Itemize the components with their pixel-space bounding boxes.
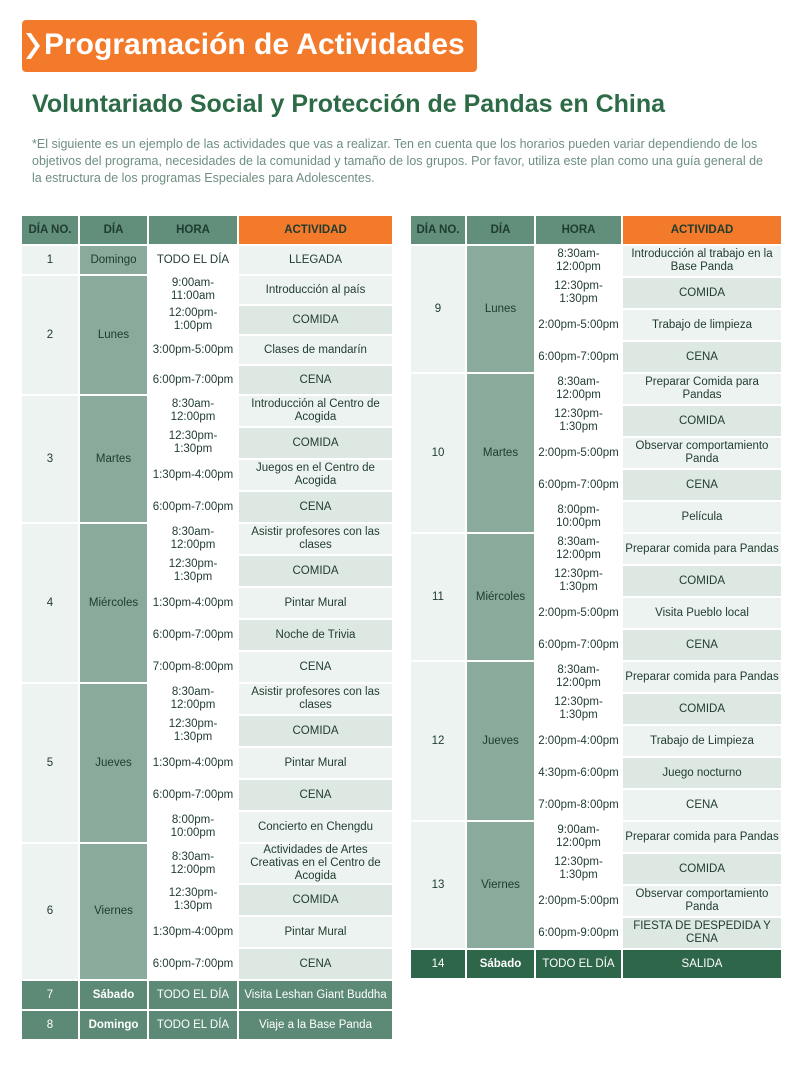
day-number: 8: [22, 1011, 78, 1039]
activity-cell: CENA: [239, 652, 392, 682]
time-cell: 2:00pm-5:00pm: [536, 310, 621, 340]
time-cell: 6:00pm-7:00pm: [149, 620, 237, 650]
day-name: Martes: [467, 374, 534, 532]
day-name: Domingo: [80, 246, 147, 274]
day-name: Jueves: [80, 684, 147, 842]
time-cell: 6:00pm-7:00pm: [536, 630, 621, 660]
header-day-no: DÍA NO.: [411, 216, 465, 244]
time-cell: 8:30am-12:00pm: [149, 396, 237, 426]
day-name: Miércoles: [467, 534, 534, 660]
table-row: [411, 822, 781, 852]
activity-cell: Observar comportamiento Panda: [623, 438, 781, 468]
day-name: Domingo: [80, 1011, 147, 1039]
activity-cell: SALIDA: [623, 950, 781, 978]
program-subtitle: Voluntariado Social y Protección de Pandas en China: [32, 90, 666, 118]
page-title: Programación de Actividades: [44, 28, 465, 61]
header-day: DÍA: [467, 216, 534, 244]
activity-cell: Preparar comida para Pandas: [623, 662, 781, 692]
time-cell: 12:30pm-1:30pm: [536, 854, 621, 884]
time-cell: 1:30pm-4:00pm: [149, 917, 237, 947]
time-cell: TODO EL DÍA: [536, 950, 621, 978]
activity-cell: Juego nocturno: [623, 758, 781, 788]
activity-cell: CENA: [623, 790, 781, 820]
time-cell: 8:30am-12:00pm: [149, 524, 237, 554]
time-cell: 12:30pm-1:30pm: [149, 556, 237, 586]
table-row: [411, 662, 781, 692]
activity-cell: Visita Pueblo local: [623, 598, 781, 628]
activity-cell: Actividades de Artes Creativas en el Centro de Acogida: [239, 844, 392, 883]
activity-cell: CENA: [239, 492, 392, 522]
activity-cell: COMIDA: [239, 885, 392, 915]
time-cell: TODO EL DÍA: [149, 246, 237, 274]
schedule-table-right: [409, 214, 783, 980]
time-cell: 6:00pm-7:00pm: [149, 780, 237, 810]
day-number: 10: [411, 374, 465, 532]
activity-cell: Pintar Mural: [239, 748, 392, 778]
time-cell: TODO EL DÍA: [149, 981, 237, 1009]
table-row: [22, 684, 392, 714]
disclaimer-note: *El siguiente es un ejemplo de las actividades que vas a realizar. Ten en cuenta que los horarios pueden variar dependiendo de los objetivos del programa, necesidades de la comunidad y tamaño de los grupos. Por favor, utiliza este plan como una guía general de la estructura de los programas Especiales para Adolescentes.: [32, 137, 764, 185]
time-cell: 9:00am-11:00am: [149, 276, 237, 304]
activity-cell: COMIDA: [623, 566, 781, 596]
activity-cell: COMIDA: [239, 428, 392, 458]
time-cell: 7:00pm-8:00pm: [149, 652, 237, 682]
time-cell: 8:30am-12:00pm: [536, 662, 621, 692]
time-cell: 1:30pm-4:00pm: [149, 588, 237, 618]
header-activity: ACTIVIDAD: [239, 216, 392, 244]
day-number: 14: [411, 950, 465, 978]
time-cell: 7:00pm-8:00pm: [536, 790, 621, 820]
time-cell: 8:30am-12:00pm: [536, 246, 621, 276]
activity-cell: COMIDA: [623, 278, 781, 308]
time-cell: 2:00pm-5:00pm: [536, 598, 621, 628]
time-cell: 6:00pm-7:00pm: [536, 342, 621, 372]
day-number: 12: [411, 662, 465, 820]
table-row: [22, 276, 392, 304]
day-name: Jueves: [467, 662, 534, 820]
day-number: 5: [22, 684, 78, 842]
activity-cell: Pintar Mural: [239, 917, 392, 947]
header-hour: HORA: [149, 216, 237, 244]
activity-cell: Juegos en el Centro de Acogida: [239, 460, 392, 490]
time-cell: 12:30pm-1:30pm: [149, 885, 237, 915]
header-activity: ACTIVIDAD: [623, 216, 781, 244]
time-cell: 8:30am-12:00pm: [149, 684, 237, 714]
time-cell: 3:00pm-5:00pm: [149, 336, 237, 364]
day-number: 7: [22, 981, 78, 1009]
time-cell: 6:00pm-7:00pm: [149, 949, 237, 979]
activity-cell: Observar comportamiento Panda: [623, 886, 781, 916]
time-cell: 1:30pm-4:00pm: [149, 460, 237, 490]
day-name: Lunes: [467, 246, 534, 372]
time-cell: 6:00pm-7:00pm: [149, 366, 237, 394]
activity-cell: Noche de Trivia: [239, 620, 392, 650]
time-cell: 2:00pm-4:00pm: [536, 726, 621, 756]
time-cell: 8:00pm-10:00pm: [536, 502, 621, 532]
activity-cell: Preparar Comida para Pandas: [623, 374, 781, 404]
table-row: [22, 396, 392, 426]
time-cell: 6:00pm-7:00pm: [149, 492, 237, 522]
activity-cell: FIESTA DE DESPEDIDA Y CENA: [623, 918, 781, 948]
day-name: Viernes: [80, 844, 147, 979]
time-cell: 8:30am-12:00pm: [536, 374, 621, 404]
activity-cell: Película: [623, 502, 781, 532]
activity-cell: Viaje a la Base Panda: [239, 1011, 392, 1039]
activity-cell: COMIDA: [239, 306, 392, 334]
activity-cell: CENA: [623, 470, 781, 500]
time-cell: 12:30pm-1:30pm: [536, 406, 621, 436]
day-number: 9: [411, 246, 465, 372]
table-row: [411, 374, 781, 404]
time-cell: 8:30am-12:00pm: [536, 534, 621, 564]
activity-cell: Pintar Mural: [239, 588, 392, 618]
time-cell: 12:30pm-1:30pm: [536, 694, 621, 724]
table-row: [22, 246, 392, 274]
activity-cell: Introducción al país: [239, 276, 392, 304]
time-cell: 12:30pm-1:30pm: [536, 566, 621, 596]
day-name: Sábado: [80, 981, 147, 1009]
day-name: Sábado: [467, 950, 534, 978]
time-cell: 6:00pm-7:00pm: [536, 470, 621, 500]
activity-cell: CENA: [623, 342, 781, 372]
day-number: 2: [22, 276, 78, 394]
time-cell: 12:30pm-1:30pm: [149, 428, 237, 458]
header-day: DÍA: [80, 216, 147, 244]
time-cell: 8:00pm-10:00pm: [149, 812, 237, 842]
time-cell: 6:00pm-9:00pm: [536, 918, 621, 948]
day-number: 11: [411, 534, 465, 660]
table-row: [411, 534, 781, 564]
activity-cell: COMIDA: [239, 716, 392, 746]
header-day-no: DÍA NO.: [22, 216, 78, 244]
schedule-table-left: [20, 214, 394, 1041]
header-hour: HORA: [536, 216, 621, 244]
activity-cell: Preparar comida para Pandas: [623, 822, 781, 852]
time-cell: 12:00pm-1:00pm: [149, 306, 237, 334]
day-name: Miércoles: [80, 524, 147, 682]
day-number: 4: [22, 524, 78, 682]
time-cell: TODO EL DÍA: [149, 1011, 237, 1039]
day-name: Lunes: [80, 276, 147, 394]
activity-cell: CENA: [239, 949, 392, 979]
activity-cell: CENA: [239, 780, 392, 810]
activity-cell: COMIDA: [239, 556, 392, 586]
time-cell: 8:30am-12:00pm: [149, 844, 237, 883]
activity-cell: Asistir profesores con las clases: [239, 684, 392, 714]
activity-cell: Visita Leshan Giant Buddha: [239, 981, 392, 1009]
day-name: Viernes: [467, 822, 534, 948]
activity-cell: Preparar comida para Pandas: [623, 534, 781, 564]
table-row: [22, 1011, 392, 1039]
activity-cell: Concierto en Chengdu: [239, 812, 392, 842]
table-row: [411, 950, 781, 978]
title-banner: [22, 20, 477, 72]
activity-cell: COMIDA: [623, 406, 781, 436]
activity-cell: Trabajo de Limpieza: [623, 726, 781, 756]
day-number: 1: [22, 246, 78, 274]
activity-cell: Asistir profesores con las clases: [239, 524, 392, 554]
time-cell: 12:30pm-1:30pm: [149, 716, 237, 746]
time-cell: 12:30pm-1:30pm: [536, 278, 621, 308]
day-number: 13: [411, 822, 465, 948]
day-name: Martes: [80, 396, 147, 522]
time-cell: 1:30pm-4:00pm: [149, 748, 237, 778]
day-number: 3: [22, 396, 78, 522]
activity-cell: COMIDA: [623, 694, 781, 724]
activity-cell: CENA: [239, 366, 392, 394]
time-cell: 4:30pm-6:00pm: [536, 758, 621, 788]
table-row: [22, 981, 392, 1009]
day-number: 6: [22, 844, 78, 979]
activity-cell: Clases de mandarín: [239, 336, 392, 364]
activity-cell: Introducción al trabajo en la Base Panda: [623, 246, 781, 276]
table-row: [22, 844, 392, 883]
activity-cell: LLEGADA: [239, 246, 392, 274]
chevron-right-icon: [26, 33, 40, 59]
activity-cell: Trabajo de limpieza: [623, 310, 781, 340]
activity-cell: COMIDA: [623, 854, 781, 884]
time-cell: 2:00pm-5:00pm: [536, 886, 621, 916]
time-cell: 9:00am-12:00pm: [536, 822, 621, 852]
table-row: [22, 524, 392, 554]
activity-cell: Introducción al Centro de Acogida: [239, 396, 392, 426]
activity-cell: CENA: [623, 630, 781, 660]
time-cell: 2:00pm-5:00pm: [536, 438, 621, 468]
table-row: [411, 246, 781, 276]
